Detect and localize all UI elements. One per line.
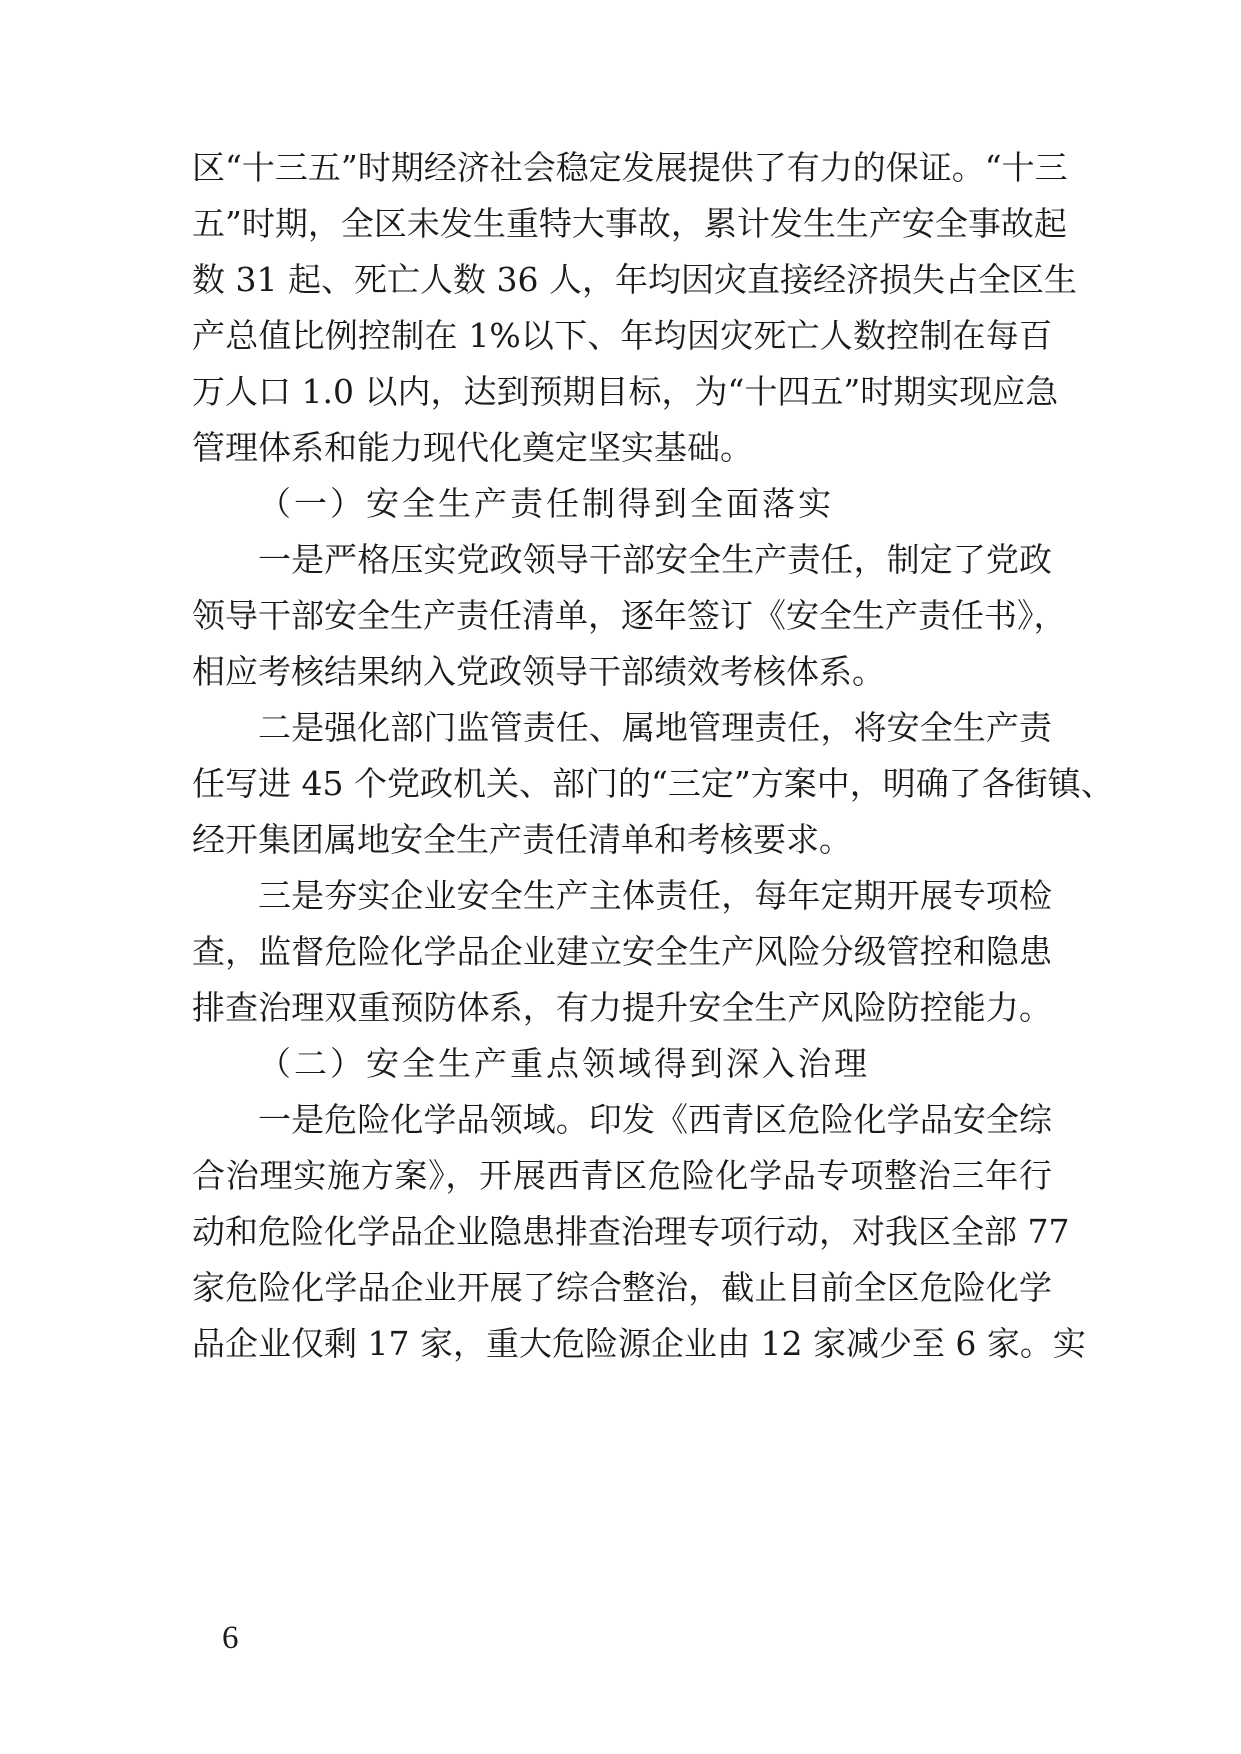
body-text-line-10: 相应考核结果纳入党政领导干部绩效考核体系。	[192, 652, 885, 691]
body-text-line-9: 领导干部安全生产责任清单，逐年签订《安全生产责任书》，	[192, 596, 1067, 635]
page-number: 6	[222, 1620, 239, 1656]
body-text-line-21: 家危险化学品企业开展了综合整治，截止目前全区危险化学	[192, 1268, 1052, 1307]
body-text-line-20: 动和危险化学品企业隐患排查治理专项行动，对我区全部 77	[192, 1212, 1070, 1251]
body-text-line-12: 任写进 45 个党政机关、部门的“三定”方案中，明确了各街镇、	[192, 764, 1114, 803]
body-text-line-19: 合治理实施方案》，开展西青区危险化学品专项整治三年行	[192, 1156, 1052, 1195]
paragraph-first-line: 二是强化部门监管责任、属地管理责任，将安全生产责	[258, 708, 1052, 747]
paragraph-first-line: 三是夯实企业安全生产主体责任，每年定期开展专项检	[258, 876, 1052, 915]
body-text-line-6: 管理体系和能力现代化奠定坚实基础。	[192, 428, 753, 467]
body-text-line-4: 产总值比例控制在 1%以下、年均因灾死亡人数控制在每百	[192, 316, 1052, 355]
body-text-line-15: 查，监督危险化学品企业建立安全生产风险分级管控和隐患	[192, 932, 1052, 971]
body-text-line-22: 品企业仅剩 17 家，重大危险源企业由 12 家减少至 6 家。实	[192, 1324, 1086, 1363]
body-text-line-5: 万人口 1.0 以内，达到预期目标，为“十四五”时期实现应急	[192, 372, 1059, 411]
body-text-line-13: 经开集团属地安全生产责任清单和考核要求。	[192, 820, 852, 859]
section-heading-1: （一）安全生产责任制得到全面落实	[258, 484, 834, 523]
body-text-line-16: 排查治理双重预防体系，有力提升安全生产风险防控能力。	[192, 988, 1052, 1027]
paragraph-first-line: 一是严格压实党政领导干部安全生产责任，制定了党政	[258, 540, 1052, 579]
paragraph-first-line: 一是危险化学品领域。印发《西青区危险化学品安全综	[258, 1100, 1052, 1139]
section-heading-2: （二）安全生产重点领域得到深入治理	[258, 1044, 870, 1083]
body-text-line-2: 五”时期，全区未发生重特大事故，累计发生生产安全事故起	[192, 204, 1067, 243]
body-text-line-1: 区“十三五”时期经济社会稳定发展提供了有力的保证。“十三	[192, 148, 1068, 187]
body-text-line-3: 数 31 起、死亡人数 36 人，年均因灾直接经济损失占全区生	[192, 260, 1077, 299]
